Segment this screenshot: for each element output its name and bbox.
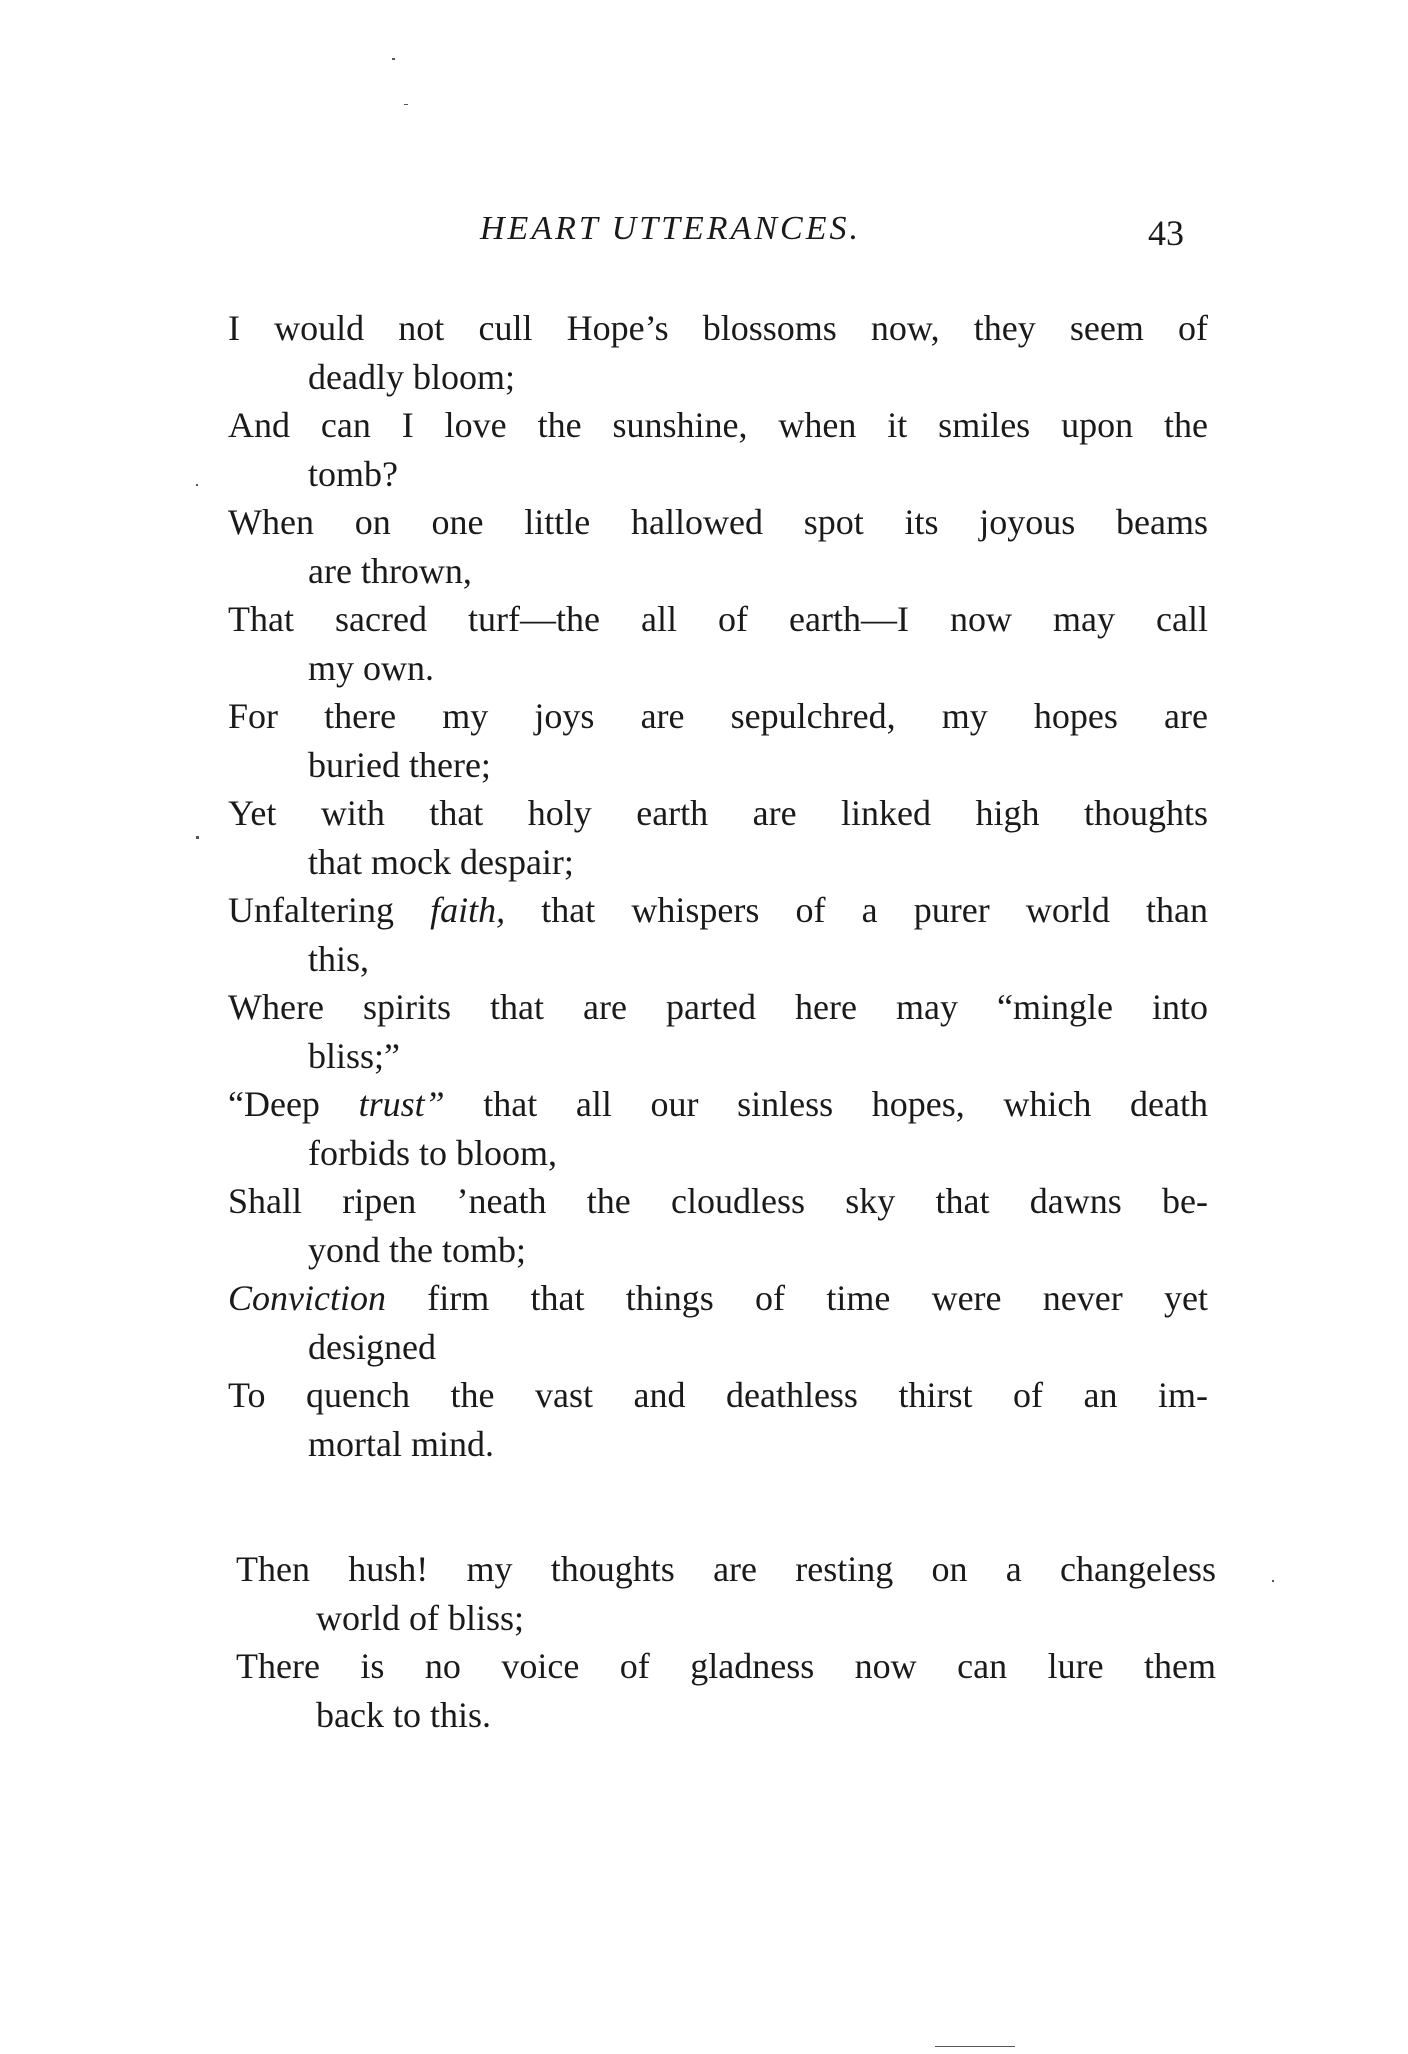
verse-line [228, 1080, 1208, 1177]
emphasis-text: faith, [430, 890, 506, 930]
verse-line-continuation: this, [308, 938, 370, 979]
verse-line-continuation: bliss;” [308, 1035, 401, 1076]
verse-line-lead: I would not cull Hope’s blossoms now, they seem of [228, 308, 1208, 348]
verse-line-lead: For there my joys are sepulchred, my hopes are [228, 696, 1208, 736]
verse-line-lead: When on one little hallowed spot its joyous beams [228, 502, 1208, 542]
speck [935, 2046, 1015, 2047]
verse-line [228, 498, 1208, 595]
verse-line-lead: Yet with that holy earth are linked high thoughts [228, 793, 1208, 833]
verse-text: firm that things of time were never yet [385, 1278, 1208, 1318]
verse-line-lead: Then hush! my thoughts are resting on a changeless [236, 1549, 1216, 1589]
verse-line-lead: Where spirits that are parted here may “mingle into [228, 987, 1208, 1027]
verse-line [228, 401, 1208, 498]
speck [392, 58, 395, 60]
verse-line [228, 983, 1208, 1080]
emphasis-text: Conviction [228, 1278, 386, 1318]
verse-line [228, 595, 1208, 692]
verse-line-lead: Shall ripen ’neath the cloudless sky that dawns be- [228, 1181, 1208, 1221]
emphasis-text: trust” [358, 1084, 445, 1124]
verse-line-continuation: that mock despair; [308, 841, 574, 882]
verse-text: that all our sinless hopes, which death [444, 1084, 1208, 1124]
verse-text: Unfaltering [228, 890, 431, 930]
running-head: HEART UTTERANCES. [480, 210, 861, 247]
verse-line-continuation: deadly bloom; [308, 356, 515, 397]
verse-line-continuation: designed [308, 1326, 436, 1367]
speck [196, 484, 198, 486]
verse-text: “Deep [228, 1084, 359, 1124]
verse-line-continuation: buried there; [308, 744, 491, 785]
verse-line [228, 1177, 1208, 1274]
verse-line-continuation: yond the tomb; [308, 1229, 526, 1270]
page-number: 43 [1148, 213, 1184, 253]
speck [404, 104, 408, 105]
verse-line-continuation: my own. [308, 647, 434, 688]
verse-line-continuation: are thrown, [308, 550, 472, 591]
verse-line-lead: And can I love the sunshine, when it smiles upon the [228, 405, 1208, 445]
verse-text: that whispers of a purer world than [505, 890, 1209, 930]
verse-line-continuation: forbids to bloom, [308, 1132, 557, 1173]
stanza-1 [228, 304, 1208, 1468]
speck [196, 836, 199, 839]
verse-line [228, 1274, 1208, 1371]
stanza-2 [236, 1545, 1216, 1739]
verse-line [236, 1642, 1216, 1739]
verse-line-continuation: back to this. [316, 1694, 491, 1735]
verse-line [228, 789, 1208, 886]
verse-line-lead [228, 1080, 1208, 1129]
verse-line-continuation: tomb? [308, 453, 398, 494]
verse-line-lead: That sacred turf—the all of earth—I now may call [228, 599, 1208, 639]
speck [1272, 1580, 1274, 1582]
verse-line-continuation: world of bliss; [316, 1597, 525, 1638]
verse-line-lead: To quench the vast and deathless thirst of an im- [228, 1375, 1208, 1415]
verse-line [228, 304, 1208, 401]
verse-line-lead: There is no voice of gladness now can lure them [236, 1646, 1216, 1686]
verse-line-continuation: mortal mind. [308, 1423, 494, 1464]
verse-line [236, 1545, 1216, 1642]
verse-line-lead [228, 1274, 1208, 1323]
verse-line [228, 692, 1208, 789]
verse-line [228, 886, 1208, 983]
verse-line [228, 1371, 1208, 1468]
verse-line-lead [228, 886, 1208, 935]
